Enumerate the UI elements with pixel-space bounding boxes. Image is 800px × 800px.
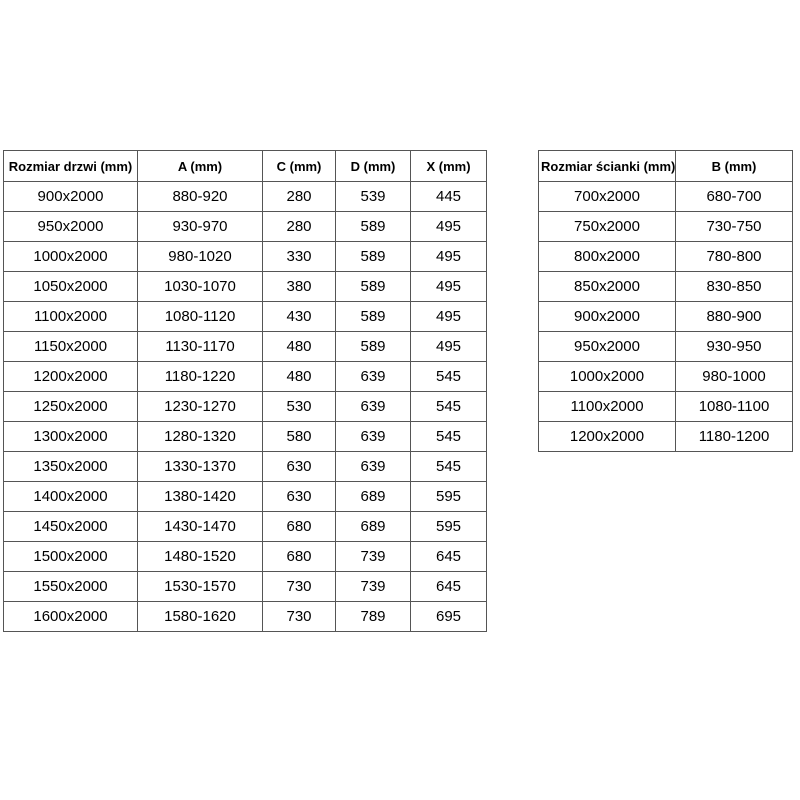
- table-row: [4, 482, 487, 512]
- table-row: [4, 362, 487, 392]
- table-cell: 589: [336, 272, 411, 302]
- table-cell: 930-970: [138, 212, 263, 242]
- table-cell: 380: [263, 272, 336, 302]
- table-cell: 700x2000: [539, 182, 676, 212]
- table-cell: 1530-1570: [138, 572, 263, 602]
- table-row: [4, 332, 487, 362]
- table-row: [539, 422, 793, 452]
- table-cell: 880-900: [676, 302, 793, 332]
- table-cell: 1180-1200: [676, 422, 793, 452]
- table-row: [539, 392, 793, 422]
- table-cell: 645: [411, 572, 487, 602]
- table-cell: 730-750: [676, 212, 793, 242]
- table-cell: 730: [263, 572, 336, 602]
- table-row: [539, 272, 793, 302]
- table-cell: 1080-1120: [138, 302, 263, 332]
- table-cell: 750x2000: [539, 212, 676, 242]
- table-cell: 495: [411, 272, 487, 302]
- table-cell: 1350x2000: [4, 452, 138, 482]
- table-cell: 280: [263, 212, 336, 242]
- table-cell: 630: [263, 452, 336, 482]
- table-cell: 1150x2000: [4, 332, 138, 362]
- table-cell: 1250x2000: [4, 392, 138, 422]
- table-cell: 850x2000: [539, 272, 676, 302]
- table-row: [4, 212, 487, 242]
- table-cell: 1230-1270: [138, 392, 263, 422]
- table-cell: 1450x2000: [4, 512, 138, 542]
- table-cell: 1400x2000: [4, 482, 138, 512]
- table-cell: 1500x2000: [4, 542, 138, 572]
- column-header: Rozmiar ścianki (mm): [539, 151, 676, 182]
- table-cell: 1480-1520: [138, 542, 263, 572]
- table-cell: 980-1000: [676, 362, 793, 392]
- table-cell: 589: [336, 242, 411, 272]
- table-cell: 589: [336, 212, 411, 242]
- table-cell: 900x2000: [539, 302, 676, 332]
- table-cell: 545: [411, 362, 487, 392]
- table-cell: 880-920: [138, 182, 263, 212]
- header-row: [4, 151, 487, 182]
- table-cell: 1200x2000: [539, 422, 676, 452]
- table-row: [539, 212, 793, 242]
- table-cell: 1600x2000: [4, 602, 138, 632]
- table-cell: 1100x2000: [539, 392, 676, 422]
- table-cell: 595: [411, 512, 487, 542]
- table-cell: 730: [263, 602, 336, 632]
- table-row: [4, 602, 487, 632]
- table-cell: 1430-1470: [138, 512, 263, 542]
- table-cell: 1200x2000: [4, 362, 138, 392]
- column-header: X (mm): [411, 151, 487, 182]
- table-cell: 1300x2000: [4, 422, 138, 452]
- table-cell: 495: [411, 302, 487, 332]
- table-cell: 1580-1620: [138, 602, 263, 632]
- table-cell: 495: [411, 332, 487, 362]
- table-cell: 480: [263, 362, 336, 392]
- wall-size-table: [538, 150, 793, 452]
- table-cell: 639: [336, 362, 411, 392]
- table-cell: 1550x2000: [4, 572, 138, 602]
- column-header: B (mm): [676, 151, 793, 182]
- table-cell: 280: [263, 182, 336, 212]
- table-cell: 739: [336, 542, 411, 572]
- table-row: [539, 302, 793, 332]
- table-cell: 950x2000: [4, 212, 138, 242]
- table-cell: 495: [411, 242, 487, 272]
- table-cell: 780-800: [676, 242, 793, 272]
- table-row: [539, 182, 793, 212]
- table-cell: 695: [411, 602, 487, 632]
- table-cell: 739: [336, 572, 411, 602]
- table-cell: 930-950: [676, 332, 793, 362]
- table-cell: 1000x2000: [539, 362, 676, 392]
- table-cell: 639: [336, 452, 411, 482]
- column-header: C (mm): [263, 151, 336, 182]
- table-row: [4, 572, 487, 602]
- table-cell: 589: [336, 302, 411, 332]
- table-cell: 330: [263, 242, 336, 272]
- table-cell: 595: [411, 482, 487, 512]
- table-row: [539, 332, 793, 362]
- table-cell: 830-850: [676, 272, 793, 302]
- table-cell: 950x2000: [539, 332, 676, 362]
- column-header: D (mm): [336, 151, 411, 182]
- table-cell: 1280-1320: [138, 422, 263, 452]
- table-cell: 545: [411, 392, 487, 422]
- table-row: [4, 392, 487, 422]
- table-cell: 1030-1070: [138, 272, 263, 302]
- table-row: [4, 242, 487, 272]
- table-cell: 639: [336, 422, 411, 452]
- table-cell: 1080-1100: [676, 392, 793, 422]
- table-cell: 580: [263, 422, 336, 452]
- table-cell: 639: [336, 392, 411, 422]
- table-cell: 680-700: [676, 182, 793, 212]
- table-cell: 1130-1170: [138, 332, 263, 362]
- table-row: [4, 272, 487, 302]
- table-cell: 539: [336, 182, 411, 212]
- table-cell: 630: [263, 482, 336, 512]
- table-cell: 680: [263, 512, 336, 542]
- table-cell: 1000x2000: [4, 242, 138, 272]
- table-row: [4, 422, 487, 452]
- header-row: [539, 151, 793, 182]
- table-row: [4, 542, 487, 572]
- table-row: [539, 242, 793, 272]
- table-cell: 495: [411, 212, 487, 242]
- table-cell: 1330-1370: [138, 452, 263, 482]
- table-cell: 680: [263, 542, 336, 572]
- table-row: [4, 452, 487, 482]
- table-cell: 1380-1420: [138, 482, 263, 512]
- table-cell: 530: [263, 392, 336, 422]
- table-row: [539, 362, 793, 392]
- table-cell: 430: [263, 302, 336, 332]
- table-cell: 545: [411, 452, 487, 482]
- door-size-table: [3, 150, 487, 632]
- column-header: Rozmiar drzwi (mm): [4, 151, 138, 182]
- table-row: [4, 182, 487, 212]
- table-cell: 689: [336, 482, 411, 512]
- table-cell: 980-1020: [138, 242, 263, 272]
- table-cell: 1180-1220: [138, 362, 263, 392]
- table-cell: 1050x2000: [4, 272, 138, 302]
- column-header: A (mm): [138, 151, 263, 182]
- table-cell: 589: [336, 332, 411, 362]
- table-cell: 800x2000: [539, 242, 676, 272]
- table-cell: 445: [411, 182, 487, 212]
- table-cell: 1100x2000: [4, 302, 138, 332]
- table-cell: 645: [411, 542, 487, 572]
- table-cell: 900x2000: [4, 182, 138, 212]
- table-cell: 789: [336, 602, 411, 632]
- table-cell: 480: [263, 332, 336, 362]
- table-cell: 689: [336, 512, 411, 542]
- table-cell: 545: [411, 422, 487, 452]
- table-row: [4, 512, 487, 542]
- table-row: [4, 302, 487, 332]
